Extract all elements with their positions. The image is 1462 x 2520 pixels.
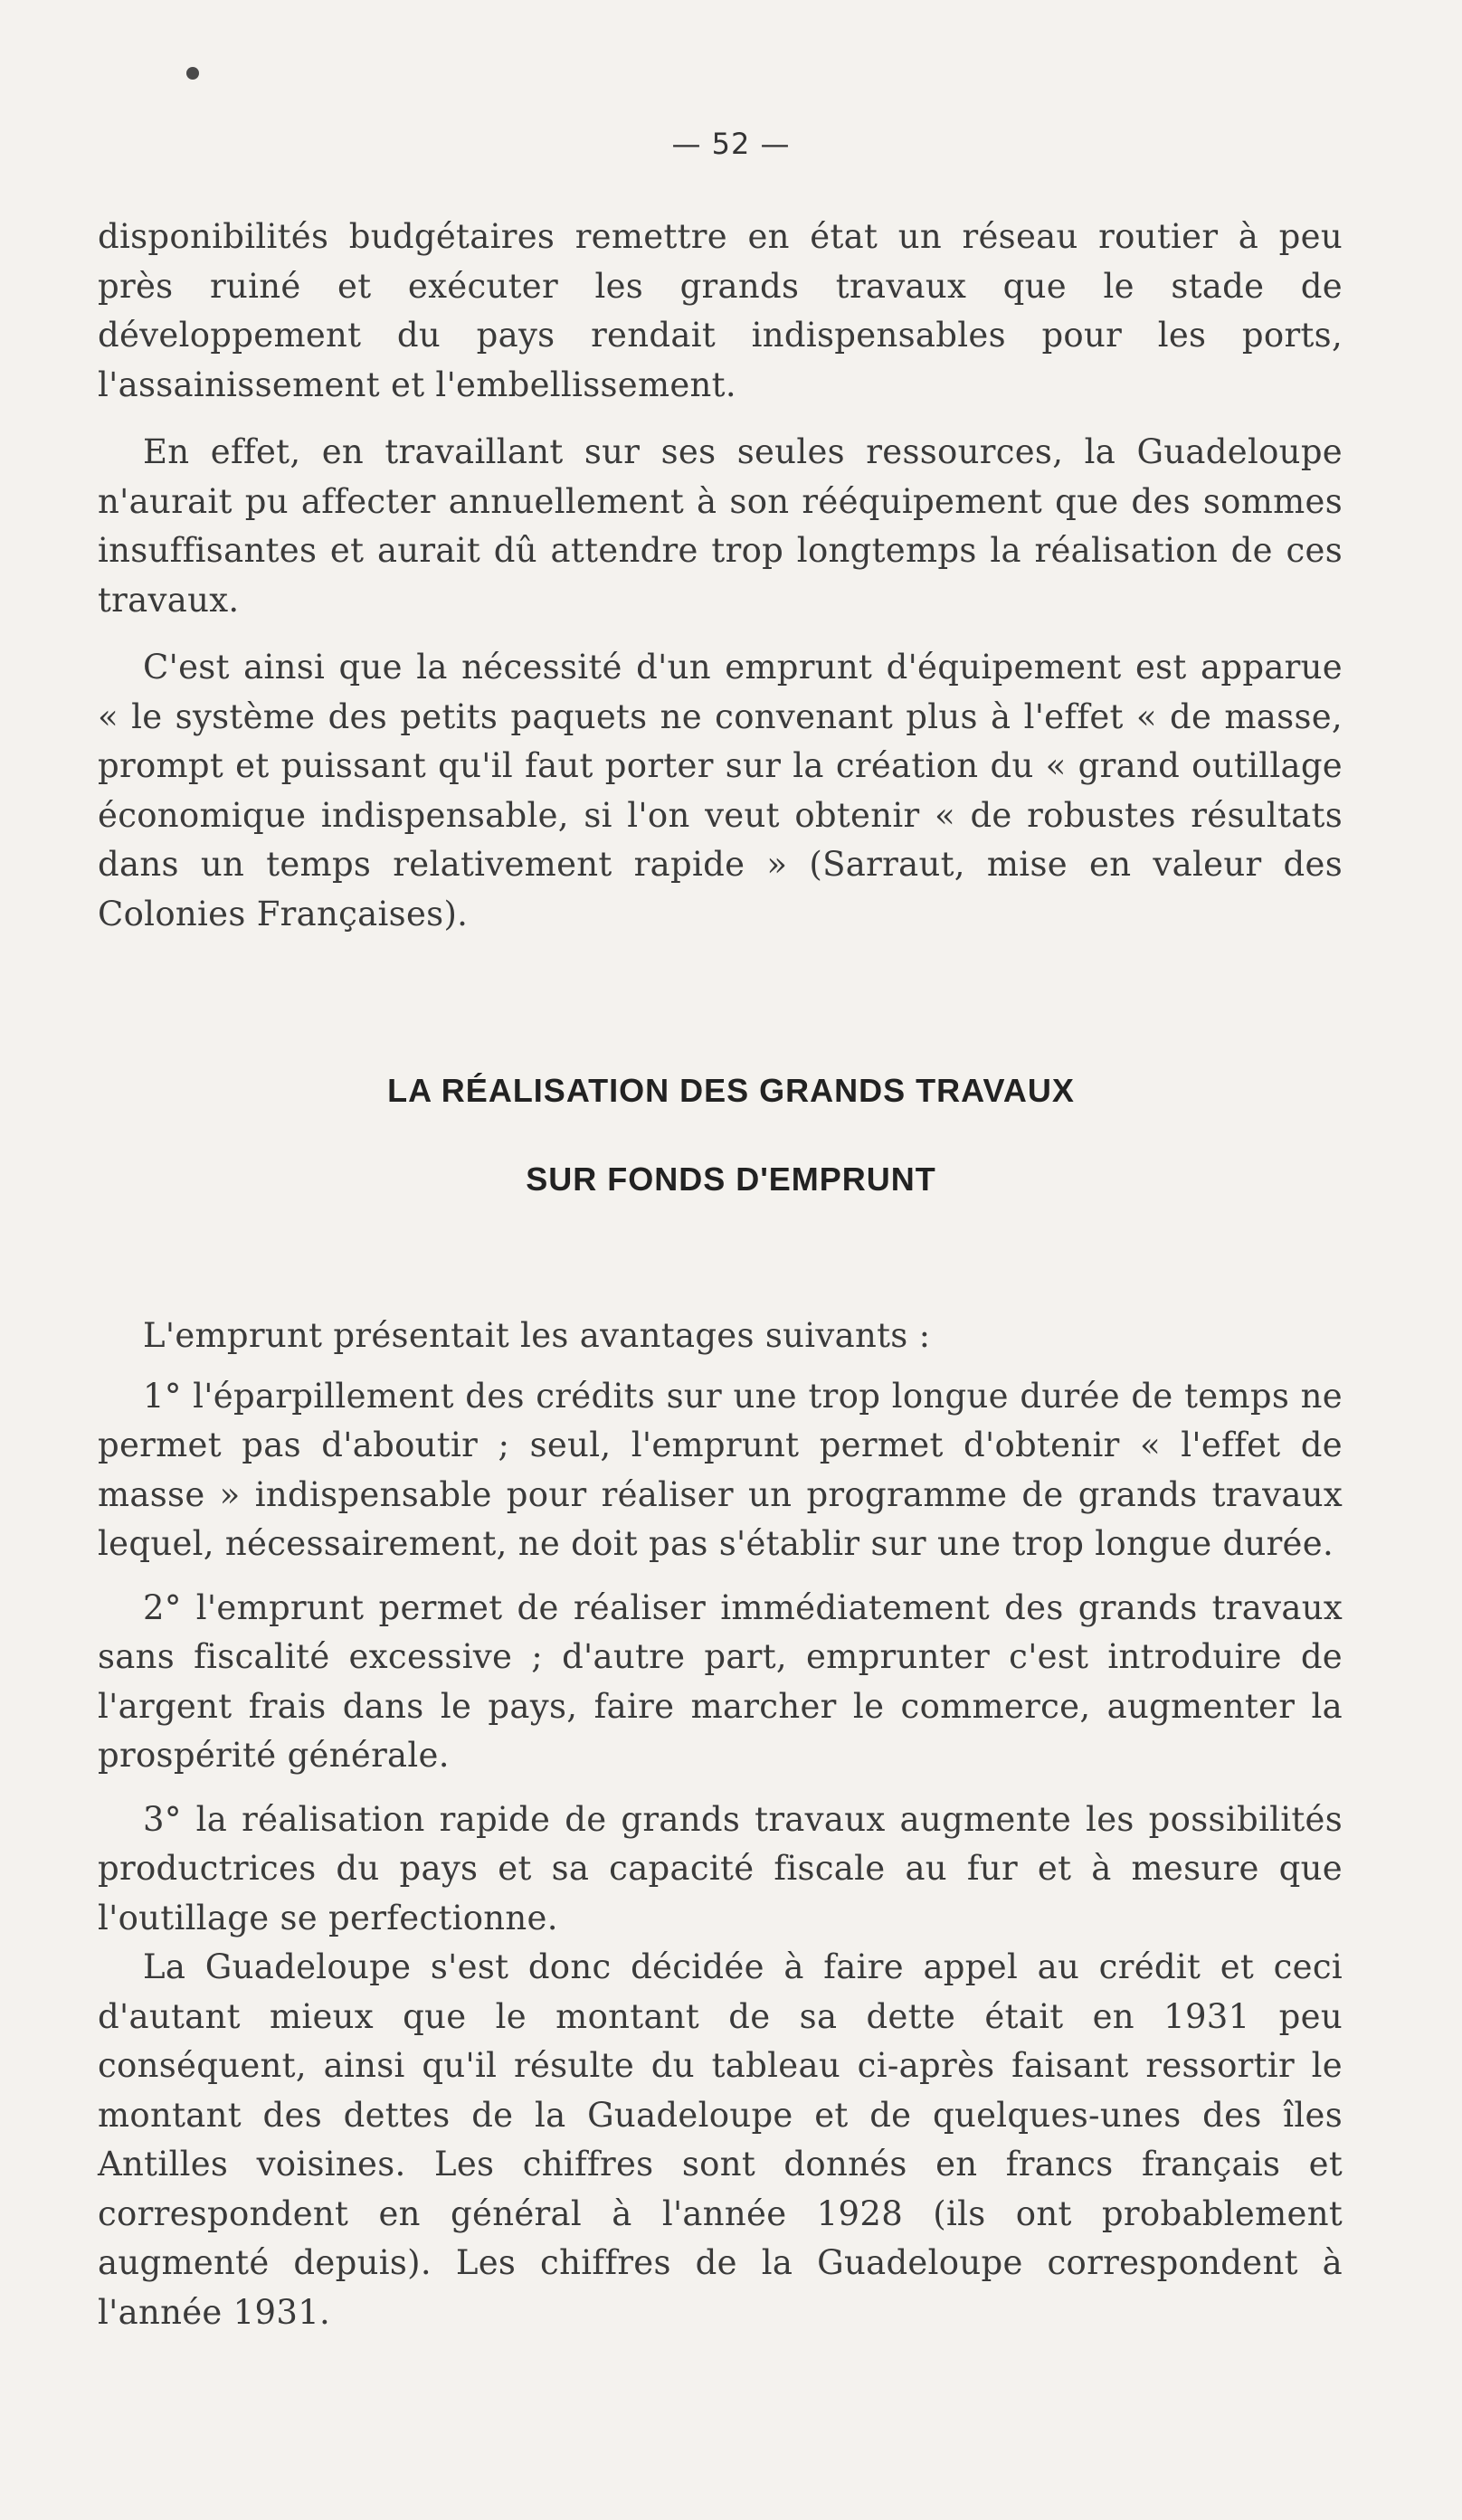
text-block-bottom <box>98 1312 1343 2337</box>
text-block-top <box>98 213 1343 939</box>
intro-paragraph: disponibilités budgétaires remettre en état un réseau routier à peu près ruiné et exécuter les grands travaux que le stade de développement du pays rendait indispensables pour les ports, l'assainissement et l'embellissement. <box>98 217 1343 404</box>
paragraph-8: La Guadeloupe s'est donc décidée à faire appel au crédit et ceci d'autant mieux que le montant de sa dette était en 1931 peu conséquent, ainsi qu'il résulte du tableau ci-après faisant ressortir le montant des dettes de la Guadeloupe et de quelques-unes des îles Antilles voisines. Les chiffres sont donnés en francs français et correspondent en général à l'année 1928 (ils ont probablement augmenté depuis). Les chiffres de la Guadeloupe correspondent à l'année 1931. <box>98 1947 1343 2332</box>
paragraph-2: En effet, en travaillant sur ses seules ressources, la Guadeloupe n'aurait pu affecter annuellement à son rééquipement que des sommes insuffisantes et aurait dû attendre trop longtemps la réalisation de ces travaux. <box>98 432 1343 620</box>
ink-dot <box>186 67 199 80</box>
paragraph-3: C'est ainsi que la nécessité d'un emprunt d'équipement est apparue « le système des petits paquets ne convenant plus à l'effet « de masse, prompt et puissant qu'il faut porter sur la création du « grand outillage économique indispensable, si l'on veut obtenir « de robustes résultats dans un temps relativement rapide » (Sarraut, mise en valeur des Colonies Françaises). <box>98 648 1343 933</box>
paragraph-4: L'emprunt présentait les avantages suivants : <box>143 1316 931 1355</box>
paragraph-6: 2° l'emprunt permet de réaliser immédiatement des grands travaux sans fiscalité excessive ; d'autre part, emprunter c'est introduire de l'argent frais dans le pays, faire marcher le commerce, augmenter la prospérité générale. <box>98 1587 1343 1775</box>
paragraph-7: 3° la réalisation rapide de grands travaux augmente les possibilités productrices du pays et sa capacité fiscale au fur et à mesure que l'outillage se perfectionne. <box>98 1799 1343 1937</box>
section-heading-line-1: LA RÉALISATION DES GRANDS TRAVAUX <box>387 1072 1075 1109</box>
page-number: — 52 — <box>671 127 791 161</box>
paragraph-5: 1° l'éparpillement des crédits sur une trop longue durée de temps ne permet pas d'aboutir ; seul, l'emprunt permet d'obtenir « l'effet de masse » indispensable pour réaliser un programme de grands travaux lequel, nécessairement, ne doit pas s'établir sur une trop longue durée. <box>98 1376 1343 1563</box>
section-heading-line-2: SUR FONDS D'EMPRUNT <box>526 1161 936 1198</box>
